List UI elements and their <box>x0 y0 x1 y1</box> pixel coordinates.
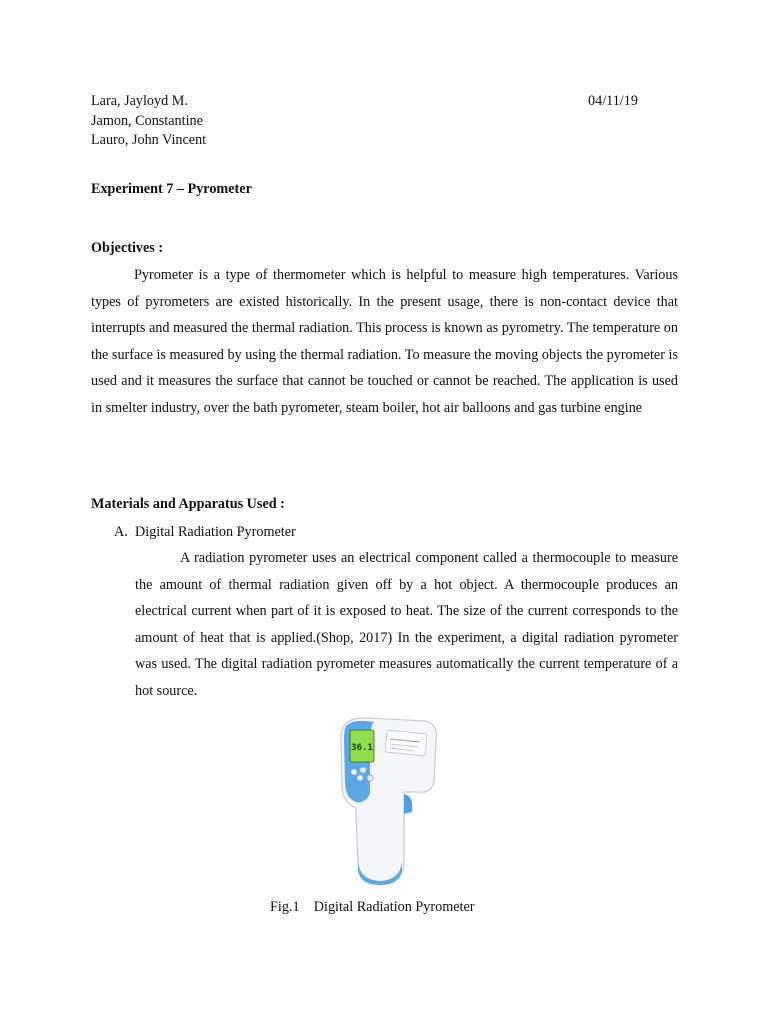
down-button <box>357 775 363 781</box>
pyrometer-illustration <box>330 712 442 887</box>
set-button <box>367 775 373 781</box>
materials-text: A radiation pyrometer uses an electrical component called a thermocouple to measure the amount of thermal radiation given off by a hot object. A thermocouple produces an electrical current when part of it is exposed to heat. The size of the current corresponds to the amount of heat that is applied.(Shop, 2017) In the experiment, a digital radiation pyrometer was used. The digital radiation pyrometer measures automatically the current temperature of a hot source. <box>135 550 678 699</box>
product-label <box>385 730 427 756</box>
author-1: Lara, Jayloyd M. <box>91 93 188 109</box>
trigger <box>404 794 412 814</box>
item-marker: A. <box>114 524 128 540</box>
author-2: Jamon, Constantine <box>91 113 203 129</box>
lcd-reading: 36.1 <box>351 743 373 753</box>
materials-paragraph <box>135 545 678 704</box>
author-3: Lauro, John Vincent <box>91 132 207 148</box>
objectives-text: Pyrometer is a type of thermometer which is helpful to measure high temperatures. Various types of pyrometers are existed historically. In the present usage, there is non-contact device that interrupts and measured the thermal radiation. This process is known as pyrometry. The temperature on the surface is measured by using the thermal radiation. To measure the moving objects the pyrometer is used and it measures the surface that cannot be touched or cannot be reached. The application is used in smelter industry, over the bath pyrometer, steam boiler, hot air balloons and gas turbine engine <box>91 267 678 416</box>
figure-caption: Fig.1 Digital Radiation Pyrometer <box>270 899 475 915</box>
materials-heading: Materials and Apparatus Used : <box>91 496 285 512</box>
item-title: Digital Radiation Pyrometer <box>135 524 296 540</box>
up-button <box>360 767 366 773</box>
date: 04/11/19 <box>588 93 638 109</box>
mode-button <box>351 769 357 775</box>
objectives-heading: Objectives : <box>91 240 164 256</box>
pyrometer-image <box>330 712 442 892</box>
experiment-title: Experiment 7 – Pyrometer <box>91 181 252 197</box>
objectives-paragraph <box>91 262 678 421</box>
